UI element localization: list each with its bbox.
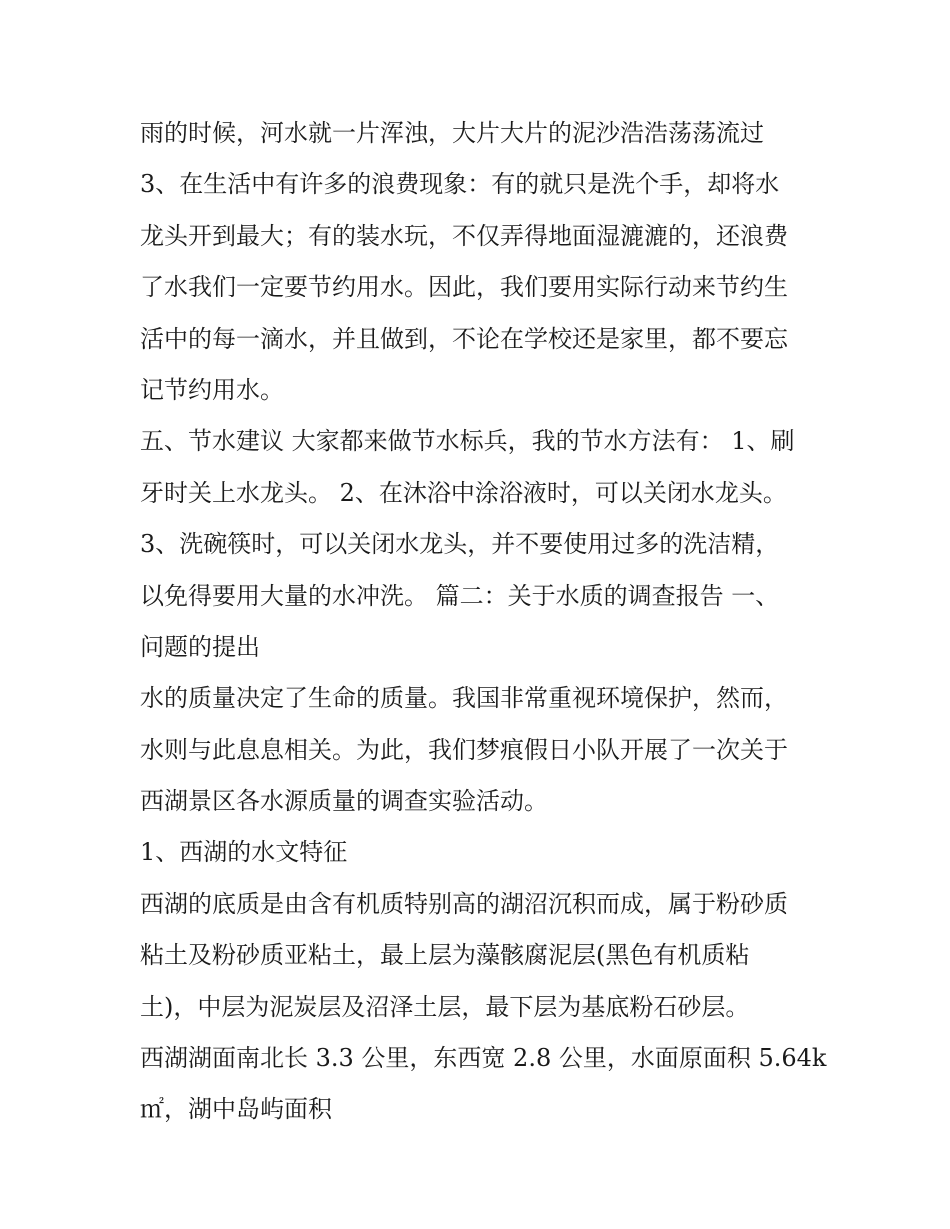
text-line: 雨的时候，河水就一片浑浊，大片大片的泥沙浩浩荡荡流过 — [140, 119, 764, 147]
text-line: 1、西湖的水文特征 — [140, 838, 348, 867]
text-line: 问题的提出 — [140, 632, 260, 661]
text-line: ㎡，湖中岛屿面积 — [140, 1095, 332, 1124]
text-line: 活中的每一滴水，并且做到，不论在学校还是家里，都不要忘 — [140, 324, 788, 353]
text-line: 以免得要用大量的水冲洗。 篇二：关于水质的调查报告 一、 — [140, 581, 780, 610]
text-line: 西湖湖面南北长 3.3 公里，东西宽 2.8 公里，水面原面积 5.64k — [140, 1044, 827, 1073]
text-line: 记节约用水。 — [140, 375, 284, 404]
text-line: 3、洗碗筷时，可以关闭水龙头，并不要使用过多的洗洁精， — [140, 530, 780, 559]
text-line: 土)，中层为泥炭层及沼泽土层，最下层为基底粉石砂层。 — [140, 992, 750, 1021]
text-line: 了水我们一定要节约用水。因此，我们要用实际行动来节约生 — [140, 273, 788, 302]
text-line: 西湖景区各水源质量的调查实验活动。 — [140, 787, 548, 816]
text-line: 粘土及粉砂质亚粘土，最上层为藻骸腐泥层(黑色有机质粘 — [140, 941, 750, 970]
text-line: 水的质量决定了生命的质量。我国非常重视环境保护，然而， — [140, 684, 788, 713]
document-body-text — [140, 108, 827, 1136]
text-line: 3、在生活中有许多的浪费现象：有的就只是洗个手，却将水 — [140, 170, 780, 199]
text-line: 西湖的底质是由含有机质特别高的湖沼沉积而成，属于粉砂质 — [140, 889, 788, 918]
text-line: 水则与此息息相关。为此，我们梦痕假日小队开展了一次关于 — [140, 735, 788, 764]
text-line: 龙头开到最大；有的装水玩，不仅弄得地面湿漉漉的，还浪费 — [140, 221, 788, 250]
text-line: 五、节水建议 大家都来做节水标兵，我的节水方法有： 1、刷 — [140, 427, 795, 456]
text-line: 牙时关上水龙头。 2、在沐浴中涂浴液时，可以关闭水龙头。 — [140, 478, 787, 507]
